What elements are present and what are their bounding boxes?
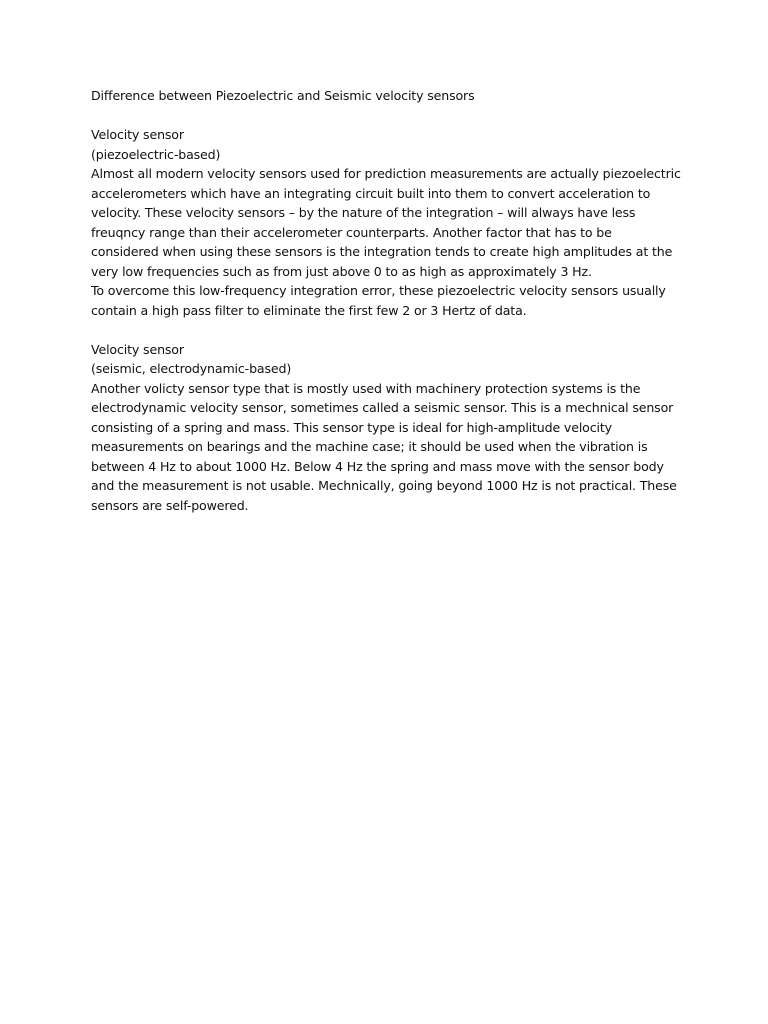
spacer <box>91 106 681 126</box>
section-subheading: (seismic, electrodynamic-based) <box>91 361 292 376</box>
document-body <box>91 86 681 515</box>
section-paragraph: To overcome this low-frequency integration error, these piezoelectric velocity sensors usually contain a high pass filter to eliminate the first few 2 or 3 Hertz of data. <box>91 283 666 318</box>
section-paragraph: Almost all modern velocity sensors used for prediction measurements are actually piezoelectric accelerometers which have an integrating circuit built into them to convert acceleration to velocity. These velocity sensors – by the nature of the integration – will always have less freuqncy range than their accelerometer counterparts. Another factor that has to be considered when using these sensors is the integration tends to create high amplitudes at the very low frequencies such as from just above 0 to as high as approximately 3 Hz. <box>91 166 681 279</box>
section-heading: Velocity sensor <box>91 127 184 142</box>
section-piezoelectric <box>91 125 681 320</box>
section-heading: Velocity sensor <box>91 341 184 357</box>
document-title: Difference between Piezoelectric and Seismic velocity sensors <box>91 88 475 103</box>
spacer <box>91 320 681 340</box>
section-paragraph: Another volicty sensor type that is mostly used with machinery protection systems is the electrodynamic velocity sensor, sometimes called a seismic sensor. This is a mechnical sensor consisting of a spring and mass. This sensor type is ideal for high-amplitude velocity measurements on bearings and the machine case; it should be used when the vibration is between 4 Hz to about 1000 Hz. Below 4 Hz the spring and mass move with the sensor body and the measurement is not usable. Mechnically, going beyond 1000 Hz is not practical. These sensors are self-powered. <box>91 380 677 513</box>
section-seismic <box>91 340 681 516</box>
section-subheading: (piezoelectric-based) <box>91 146 221 162</box>
